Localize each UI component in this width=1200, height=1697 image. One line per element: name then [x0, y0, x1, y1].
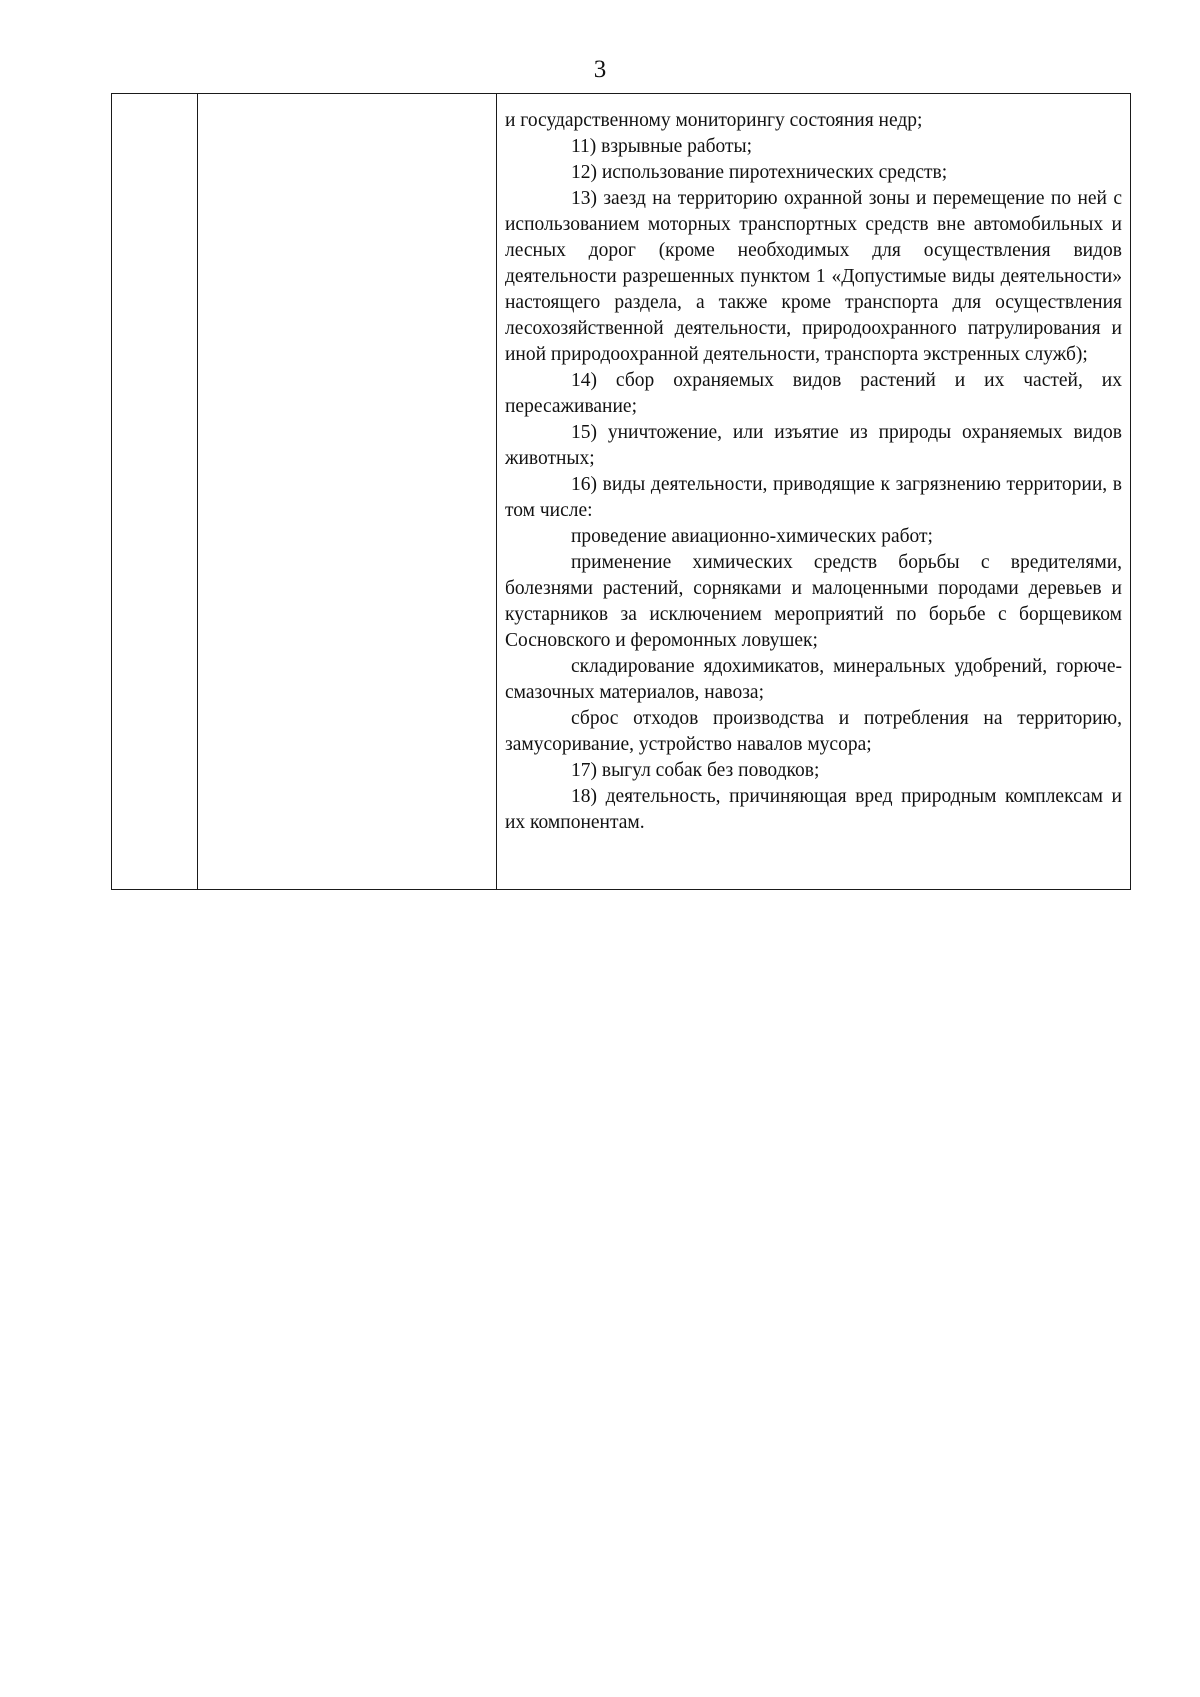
paragraph-continuation: и государственному мониторингу состояния недр;	[505, 110, 923, 131]
paragraph-item-13: 13) заезд на территорию охранной зоны и перемещение по ней с использованием моторных транспортных средств вне автомобильных и лесных дорог (кроме необходимых для осуществления видов деятельности разрешенных пунктом 1 «Допустимые виды деятельности» настоящего раздела, а также кроме транспорта для осуществления лесохозяйственной деятельности, природоохранного патрулирования и иной природоохранной деятельности, транспорта экстренных служб);	[505, 188, 1122, 365]
paragraph-item-17: 17) выгул собак без поводков;	[571, 760, 820, 781]
paragraph-subitem-aviation: проведение авиационно-химических работ;	[571, 526, 933, 547]
paragraph-item-16: 16) виды деятельности, приводящие к загрязнению территории, в том числе:	[505, 474, 1122, 521]
paragraph-subitem-waste: сброс отходов производства и потребления на территорию, замусоривание, устройство навалов мусора;	[505, 708, 1122, 755]
table-row	[112, 94, 1131, 890]
paragraph-item-11: 11) взрывные работы;	[571, 136, 753, 157]
paragraph-item-12: 12) использование пиротехнических средств;	[571, 162, 948, 183]
paragraph-item-15: 15) уничтожение, или изъятие из природы охраняемых видов животных;	[505, 422, 1122, 469]
paragraph-item-18: 18) деятельность, причиняющая вред природным комплексам и их компонентам.	[505, 786, 1122, 833]
table-cell-prohibited-activities	[497, 94, 1131, 890]
regulations-table	[111, 93, 1131, 890]
paragraph-subitem-chemicals: применение химических средств борьбы с вредителями, болезнями растений, сорняками и малоценными породами деревьев и кустарников за исключением мероприятий по борьбе с борщевиком Сосновского и феромонных ловушек;	[505, 552, 1122, 651]
table-cell-number	[112, 94, 198, 890]
paragraph-item-14: 14) сбор охраняемых видов растений и их частей, их пересаживание;	[505, 370, 1122, 417]
paragraph-subitem-storage: складирование ядохимикатов, минеральных удобрений, горюче-смазочных материалов, навоза;	[505, 656, 1122, 703]
table-cell-name	[198, 94, 497, 890]
page-number: 3	[593, 56, 607, 83]
